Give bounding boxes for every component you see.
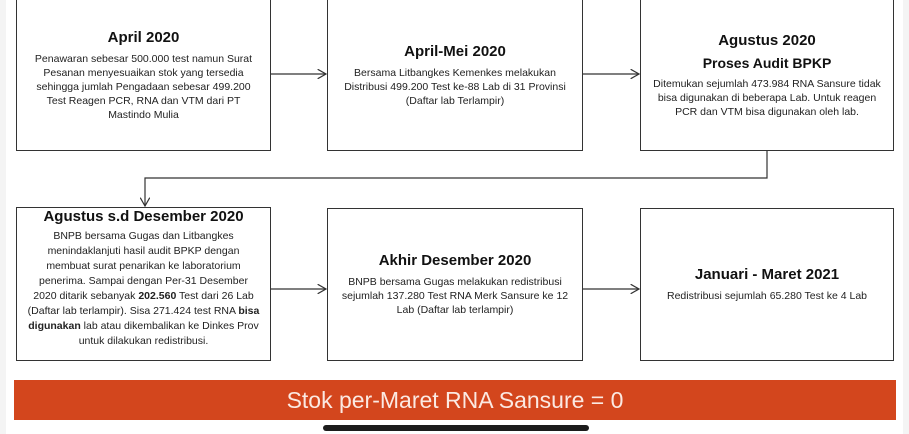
step-body: BNPB bersama Gugas melakukan redistribusi sejumlah 137.280 Test RNA Merk Sansure ke 12 Lab (Daftar lab terlampir)	[341, 276, 569, 316]
arrow-3-4	[145, 151, 767, 206]
step-title: Akhir Desember 2020	[378, 252, 532, 269]
body-text: BNPB bersama Gugas dan Litbangkes menindaklanjuti hasil audit BPKP dengan membuat surat penarikan ke laboratorium penerima. Sampai dengan Per-31 Desember 2020 ditarik sebanyak	[33, 230, 248, 302]
step-body: Bersama Litbangkes Kemenkes melakukan Distribusi 499.200 Test ke-88 Lab di 31 Provinsi (Daftar lab Terlampir)	[344, 66, 566, 107]
step-april-mei-2020	[327, 0, 583, 151]
step-januari-maret-2021	[640, 208, 894, 361]
step-body: Penawaran sebesar 500.000 test namun Surat Pesanan menyesuaikan stok yang tersedia sehingga jumlah Pengadaan sebesar 499.200 Test Reagen PCR, RNA dan VTM dari PT Mastindo Mulia	[34, 52, 253, 121]
step-subtitle: Proses Audit BPKP	[702, 54, 832, 71]
horizontal-scrollbar[interactable]	[323, 425, 589, 431]
step-agustus-2020	[640, 0, 894, 151]
step-title: April 2020	[107, 28, 180, 46]
step-title: Agustus 2020	[718, 31, 816, 49]
step-title: Januari - Maret 2021	[694, 266, 840, 283]
body-text: Test dari 26 Lab (Daftar lab terlampir). Sisa 271.424 test RNA	[27, 290, 254, 317]
step-april-2020	[16, 0, 271, 151]
body-bold-usable: bisa digunakan	[28, 305, 260, 332]
step-agustus-desember-2020	[16, 207, 271, 361]
step-akhir-desember-2020	[327, 208, 583, 361]
step-body: Ditemukan sejumlah 473.984 RNA Sansure tidak bisa digunakan di beberapa Lab. Untuk reagen PCR dan VTM bisa digunakan oleh lab.	[653, 77, 881, 118]
body-text: lab atau dikembalikan ke Dinkes Prov untuk dilakukan redistribusi.	[78, 320, 259, 347]
step-body	[27, 229, 260, 349]
stock-banner: Stok per-Maret RNA Sansure = 0	[14, 380, 896, 420]
step-body: Redistribusi sejumlah 65.280 Test ke 4 Lab	[666, 290, 867, 302]
body-bold-count: 202.560	[138, 290, 177, 302]
step-title: April-Mei 2020	[404, 42, 506, 60]
step-title: Agustus s.d Desember 2020	[43, 208, 244, 225]
